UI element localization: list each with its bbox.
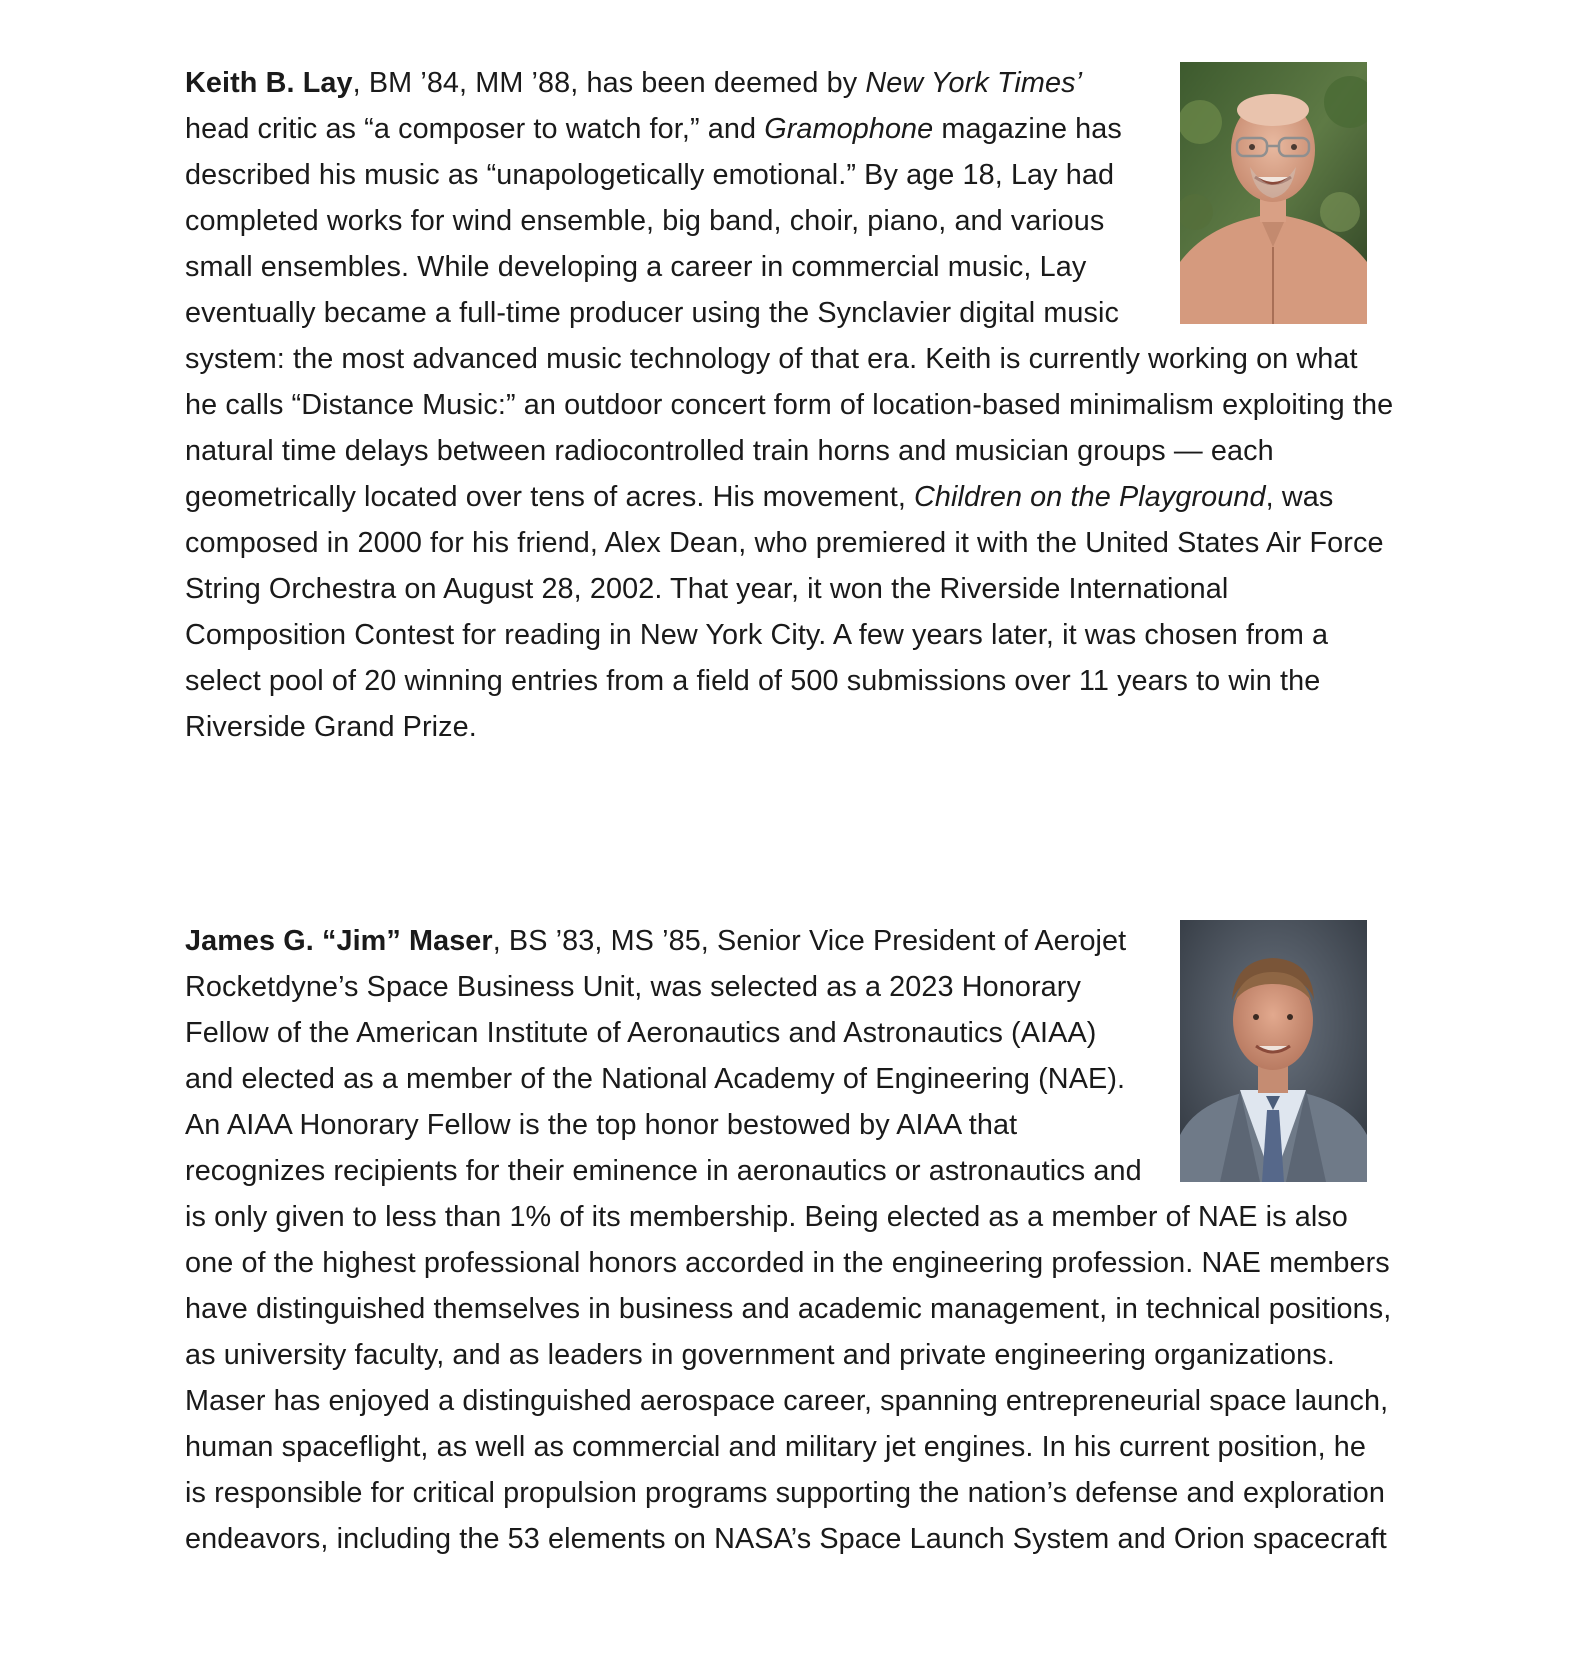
bio-jim-maser xyxy=(185,918,1395,1562)
portrait-image xyxy=(1180,920,1367,1182)
work-title: Children on the Playground xyxy=(914,481,1266,513)
bio-text-segment: , BM ’84, MM ’88, has been deemed by xyxy=(352,67,866,99)
portrait-image xyxy=(1180,62,1367,324)
portrait-photo-keith-lay xyxy=(1180,62,1367,324)
publication-title: Gramophone xyxy=(764,113,934,145)
bio-text-segment: magazine has described his music as “unapologetically emotional.” By age 18, Lay had completed works for wind ensemble, big band, choir, piano, and various small ensembles. While developing a career in commercial music, Lay eventually became a full-time producer using the Synclavier digital music system: the most advanced music technology of that era. Keith is currently working on what he calls “Distance Music:” an outdoor concert form of location-based minimalism exploiting the natural time delays between radiocontrolled train horns and musician groups — each geometrically located over tens of acres. His movement, xyxy=(185,113,1394,513)
bio-keith-lay xyxy=(185,60,1395,750)
bio-text-segment: , BS ’83, MS ’85, Senior Vice President of Aerojet Rocketdyne’s Space Business Unit, was selected as a 2023 Honorary Fellow of the American Institute of Aeronautics and Astronautics (AIAA) and elected as a member of the National Academy of Engineering (NAE). An AIAA Honorary Fellow is the top honor bestowed by AIAA that recognizes recipients for their eminence in aeronautics or astronautics and is only given to less than 1% of its membership. Being elected as a member of NAE is also one of the highest professional honors accorded in the engineering profession. NAE members have distinguished themselves in business and academic management, in technical positions, as university faculty, and as leaders in government and private engineering organizations. Maser has enjoyed a distinguished aerospace career, spanning entrepreneurial space launch, human spaceflight, as well as commercial and military jet engines. In his current position, he is responsible for critical propulsion programs supporting the nation’s defense and exploration endeavors, including the 53 elements on NASA’s Space Launch System and Orion spacecraft xyxy=(185,925,1392,1555)
publication-title: New York Times’ xyxy=(865,67,1083,99)
bio-text-segment: , was composed in 2000 for his friend, Alex Dean, who premiered it with the United States Air Force String Orchestra on August 28, 2002. That year, it won the Riverside International Composition Contest for reading in New York City. A few years later, it was chosen from a select pool of 20 winning entries from a field of 500 submissions over 11 years to win the Riverside Grand Prize. xyxy=(185,481,1384,743)
bio-name: Keith B. Lay xyxy=(185,67,353,99)
bio-name: James G. “Jim” Maser xyxy=(185,925,493,957)
portrait-photo-jim-maser xyxy=(1180,920,1367,1182)
bio-text-segment: head critic as “a composer to watch for,” and xyxy=(185,113,765,145)
